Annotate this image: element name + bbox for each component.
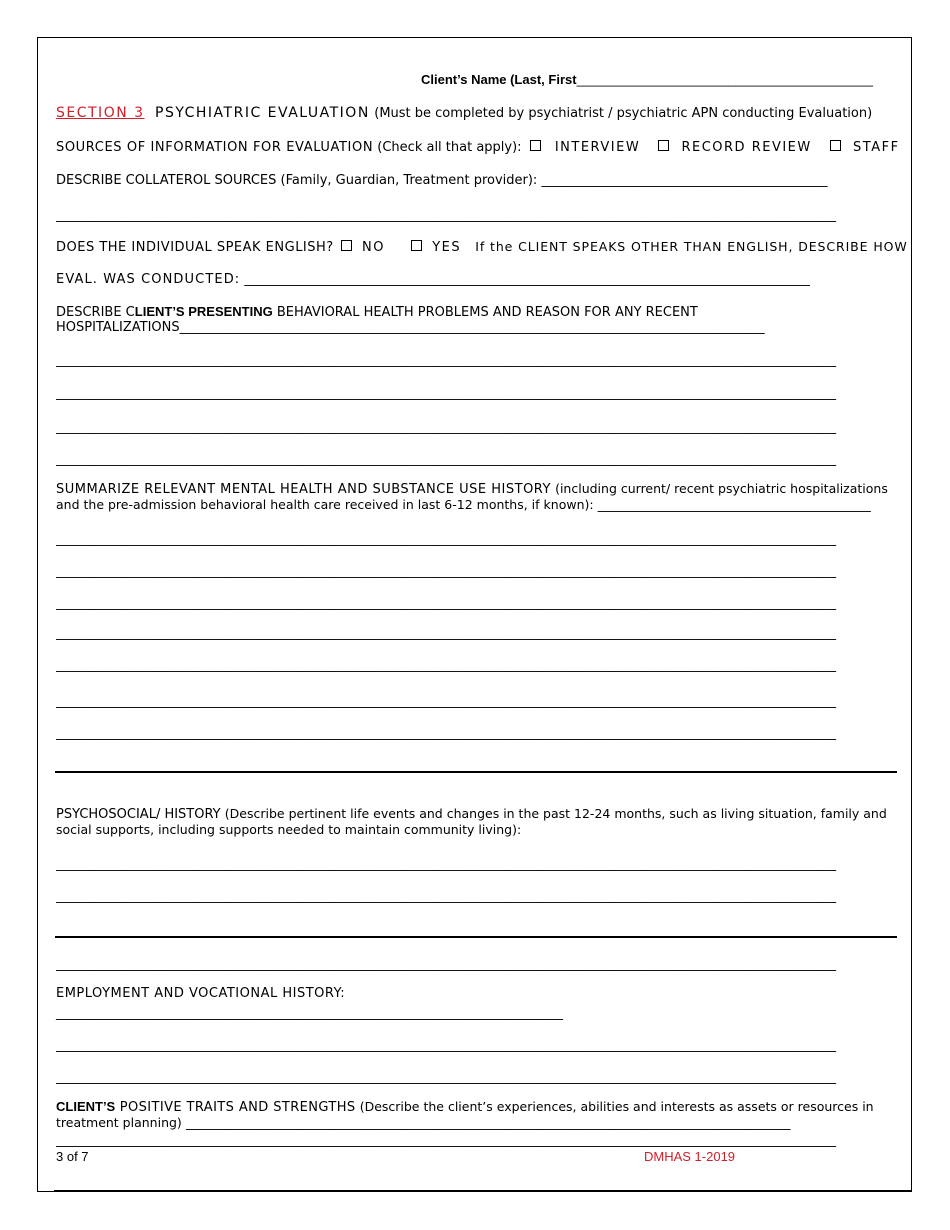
sources-note: (Check all that apply):: [377, 140, 522, 155]
strengths-note: (Describe the client’s experiences, abilities and interests as assets or resources in: [359, 1099, 874, 1114]
blank-line[interactable]: ________________________________________________________________________________________________________________________: [56, 452, 836, 467]
presenting-field[interactable]: __________________________________________________________________________________________: [179, 320, 765, 335]
english-followup: If the CLIENT SPEAKS OTHER THAN ENGLISH, DESCRIBE HOW: [475, 239, 908, 254]
collateral-field[interactable]: ____________________________________________: [541, 173, 828, 188]
blank-line[interactable]: ________________________________________________________________________________________________________________________: [56, 857, 836, 872]
eval-label: EVAL. WAS CONDUCTED:: [56, 272, 241, 287]
blank-line[interactable]: ________________________________________________________________________________________________________________________: [56, 1133, 836, 1148]
blank-line[interactable]: ________________________________________________________________________________________________________________________: [56, 420, 836, 435]
strengths-line2: treatment planning): [56, 1115, 182, 1130]
footer-rule: [54, 1190, 912, 1191]
presenting-line2: HOSPITALIZATIONS: [56, 320, 180, 335]
checkbox-staff[interactable]: [830, 140, 841, 151]
presenting-row-2: [56, 320, 765, 335]
client-name-label-text: Client’s Name (Last, First: [421, 72, 577, 87]
blank-line[interactable]: ________________________________________________________________________________________________________________________: [56, 532, 836, 547]
strengths-title: POSITIVE TRAITS AND STRENGTHS: [115, 1100, 356, 1115]
collateral-row: [56, 173, 827, 188]
section-heading: PSYCHIATRIC EVALUATION: [155, 105, 370, 121]
employment-field[interactable]: ______________________________________________________________________________: [56, 1006, 563, 1021]
mh-history-row-2: [56, 497, 871, 513]
blank-line[interactable]: ________________________________________________________________________________________________________________________: [56, 564, 836, 579]
blank-line[interactable]: ________________________________________________________________________________________________________________________: [56, 626, 836, 641]
section-label: SECTION 3: [56, 105, 145, 121]
sources-row: [56, 140, 900, 155]
strengths-row: [56, 1099, 874, 1115]
mh-history-line2: and the pre-admission behavioral health care received in last 6-12 months, if known):: [56, 497, 594, 512]
blank-line[interactable]: ________________________________________________________________________________________________________________________: [56, 726, 836, 741]
strengths-bold: CLIENT’S: [56, 1099, 116, 1114]
presenting-prefix: DESCRIBE C: [56, 305, 135, 320]
section-divider: [55, 936, 897, 938]
presenting-suffix: BEHAVIORAL HEALTH PROBLEMS AND REASON FOR ANY RECENT: [272, 305, 698, 320]
psychosocial-title: PSYCHOSOCIAL/ HISTORY: [56, 807, 221, 822]
blank-line[interactable]: ________________________________________________________________________________________________________________________: [56, 208, 836, 223]
blank-line[interactable]: ________________________________________________________________________________________________________________________: [56, 957, 836, 972]
english-question: DOES THE INDIVIDUAL SPEAK ENGLISH?: [56, 240, 334, 255]
psychosocial-row: [56, 806, 887, 822]
mh-history-note: (including current/ recent psychiatric hospitalizations: [555, 481, 888, 496]
checkbox-interview[interactable]: [530, 140, 541, 151]
employment-title: EMPLOYMENT AND VOCATIONAL HISTORY:: [56, 986, 346, 1001]
page-number: 3 of 7: [56, 1149, 89, 1164]
presenting-bold: LIENT’S PRESENTING: [134, 304, 273, 319]
blank-line[interactable]: ________________________________________________________________________________________________________________________: [56, 658, 836, 673]
eval-field[interactable]: _______________________________________________________________________________________: [244, 272, 810, 287]
section-divider: [55, 771, 897, 773]
option-staff: STAFF: [853, 140, 900, 155]
sources-label: SOURCES OF INFORMATION FOR EVALUATION: [56, 140, 374, 155]
mh-history-title: SUMMARIZE RELEVANT MENTAL HEALTH AND SUBSTANCE USE HISTORY: [56, 482, 551, 497]
mh-history-row: [56, 481, 888, 497]
checkbox-no[interactable]: [341, 240, 352, 251]
collateral-label: DESCRIBE COLLATEROL SOURCES (Family, Guardian, Treatment provider):: [56, 173, 538, 188]
option-interview: INTERVIEW: [554, 140, 641, 155]
presenting-row: [56, 304, 698, 320]
option-yes: YES: [432, 240, 462, 255]
form-id: DMHAS 1-2019: [644, 1149, 736, 1164]
blank-line[interactable]: ________________________________________________________________________________________________________________________: [56, 1038, 836, 1053]
blank-line[interactable]: ________________________________________________________________________________________________________________________: [56, 596, 836, 611]
strengths-field[interactable]: _____________________________________________________________________________________________: [185, 1116, 791, 1131]
psychosocial-line2: social supports, including supports needed to maintain community living):: [56, 822, 522, 837]
eval-row: [56, 272, 810, 287]
client-name-label: [421, 72, 873, 87]
client-name-field[interactable]: _________________________________________: [576, 72, 873, 87]
mh-history-field[interactable]: __________________________________________: [597, 498, 871, 513]
blank-line[interactable]: ________________________________________________________________________________________________________________________: [56, 1070, 836, 1085]
psychosocial-note: (Describe pertinent life events and changes in the past 12-24 months, such as living situation, family and: [224, 806, 887, 821]
checkbox-yes[interactable]: [411, 240, 422, 251]
section-title: [56, 105, 872, 121]
strengths-row-2: [56, 1115, 790, 1131]
option-no: NO: [361, 240, 385, 255]
blank-line[interactable]: ________________________________________________________________________________________________________________________: [56, 386, 836, 401]
blank-line[interactable]: ________________________________________________________________________________________________________________________: [56, 889, 836, 904]
blank-line[interactable]: ________________________________________________________________________________________________________________________: [56, 353, 836, 368]
english-row: [56, 239, 908, 255]
checkbox-record-review[interactable]: [658, 140, 669, 151]
section-note: (Must be completed by psychiatrist / psychiatric APN conducting Evaluation): [374, 106, 873, 121]
option-record-review: RECORD REVIEW: [681, 140, 812, 155]
blank-line[interactable]: ________________________________________________________________________________________________________________________: [56, 694, 836, 709]
